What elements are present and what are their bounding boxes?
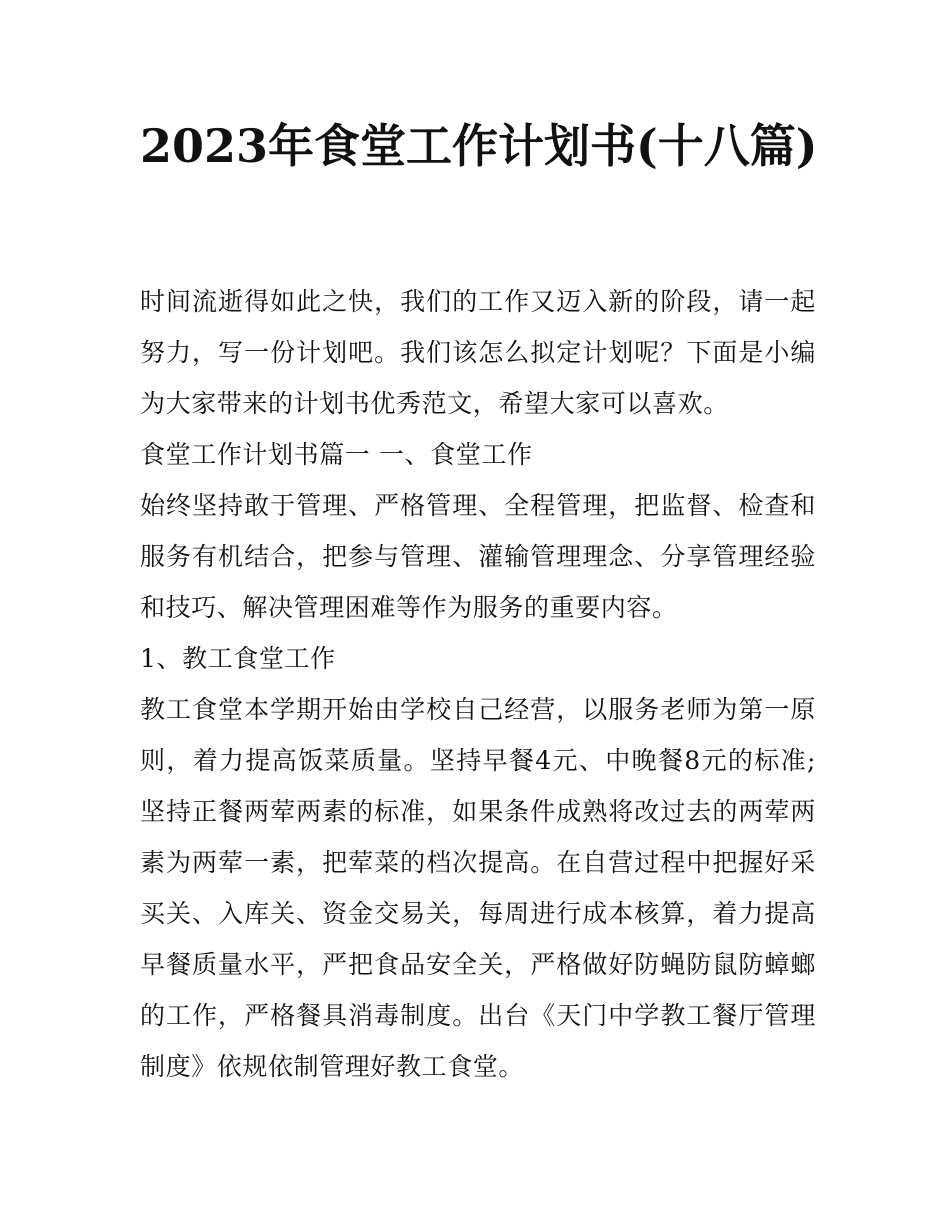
subsection-paragraph: 教工食堂本学期开始由学校自己经营，以服务老师为第一原则，着力提高饭菜质量。坚持早餐4元、中晚餐8元的标准;坚持正餐两荤两素的标准，如果条件成熟将改过去的两荤两素为两荤一素，把荤菜的档次提高。在自营过程中把握好采买关、入库关、资金交易关，每周进行成本核算，着力提高早餐质量水平，严把食品安全关，严格做好防蝇防鼠防蟑螂的工作，严格餐具消毒制度。出台《天门中学教工餐厅管理制度》依规依制管理好教工食堂。 [140, 695, 816, 1081]
section-heading: 食堂工作计划书篇一 一、食堂工作 [140, 440, 533, 469]
subsection-heading: 1、教工食堂工作 [140, 644, 336, 673]
intro-paragraph: 时间流逝得如此之快，我们的工作又迈入新的阶段，请一起努力，写一份计划吧。我们该怎么拟定计划呢？下面是小编为大家带来的计划书优秀范文，希望大家可以喜欢。 [140, 287, 816, 418]
section-paragraph: 始终坚持敢于管理、严格管理、全程管理，把监督、检查和服务有机结合，把参与管理、灌输管理理念、分享管理经验和技巧、解决管理困难等作为服务的重要内容。 [140, 491, 816, 622]
document-body [140, 276, 816, 1092]
document-title: 2023年食堂工作计划书(十八篇) [140, 119, 818, 173]
